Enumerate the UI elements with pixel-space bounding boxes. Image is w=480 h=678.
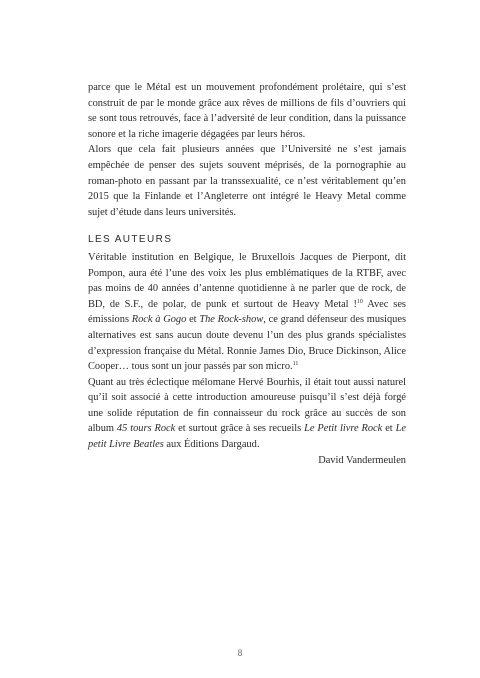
authors-p2-text-a: Quant au très éclectique mélomane Hervé Bourhis, il était tout aussi naturel qu’il soit associé à cette introduction amoureuse puisqu’il s’est déjà forgé une solide réputation de fin connaisseur du rock grâce au succès de son album <box>88 376 406 435</box>
authors-paragraph-2 <box>88 375 406 453</box>
page-number: 8 <box>237 648 243 658</box>
show-title-rock-show: The Rock-show <box>199 314 264 326</box>
author-signature: David Vandermeulen <box>318 454 406 466</box>
authors-paragraph-1 <box>88 250 406 375</box>
show-title-rock-a-gogo: Rock à Gogo <box>131 314 187 326</box>
footnote-ref-10: 10 <box>356 298 363 305</box>
authors-p2-text-d: aux Éditions Dargaud. <box>163 439 260 451</box>
authors-p1-text-c: et <box>186 314 200 326</box>
book-title-rock: Le Petit livre Rock <box>304 423 383 435</box>
authors-p2-text-c: et <box>382 423 396 435</box>
body-text <box>88 80 406 468</box>
authors-p1-text-b: Avec ses émissions <box>88 298 406 326</box>
authors-p2-text-b: et surtout grâce à ses recueils <box>175 423 305 435</box>
authors-p1-text-a: Véritable institution en Belgique, le Bruxellois Jacques de Pierpont, dit Pompon, aura été l’une des voix les plus emblématiques de la RTBF, avec pas moins de 40 années d’antenne quotidienne à ne parler que de rock, de BD, de S.F., de polar, de punk et surtout de Heavy Metal ! <box>88 251 406 310</box>
intro-paragraph-1: parce que le Métal est un mouvement profondément prolétaire, qui s’est construit de par le monde grâce aux rêves de millions de fils d’ouvriers qui se sont tous retrouvés, face à l’adversité de leur condition, dans la puissance sonore et la riche imagerie dégagées par leurs héros. <box>88 82 406 140</box>
book-title-beatles: Le petit Livre Beatles <box>88 423 407 451</box>
footnote-ref-11: 11 <box>292 361 299 368</box>
authors-p1-text-d: , ce grand défenseur des musiques alternatives est sans aucun doute devenu l’un des plus grands spécialistes d’expression française du Métal. Ronnie James Dio, Bruce Dickinson, Alice Cooper… tous sont un jour passés par son micro. <box>88 314 406 373</box>
section-heading-authors: LES AUTEURS <box>88 234 173 246</box>
intro-paragraph-2: Alors que cela fait plusieurs années que l’Université ne s’est jamais empêchée de penser des sujets souvent méprisés, de la pornographie au roman-photo en passant par la transsexualité, ce n’est véritablement qu’en 2015 que la Finlande et l’Angleterre ont intégré le Heavy Metal comme sujet d’étude dans leurs universités. <box>88 144 406 218</box>
album-title: 45 tours Rock <box>116 423 176 435</box>
